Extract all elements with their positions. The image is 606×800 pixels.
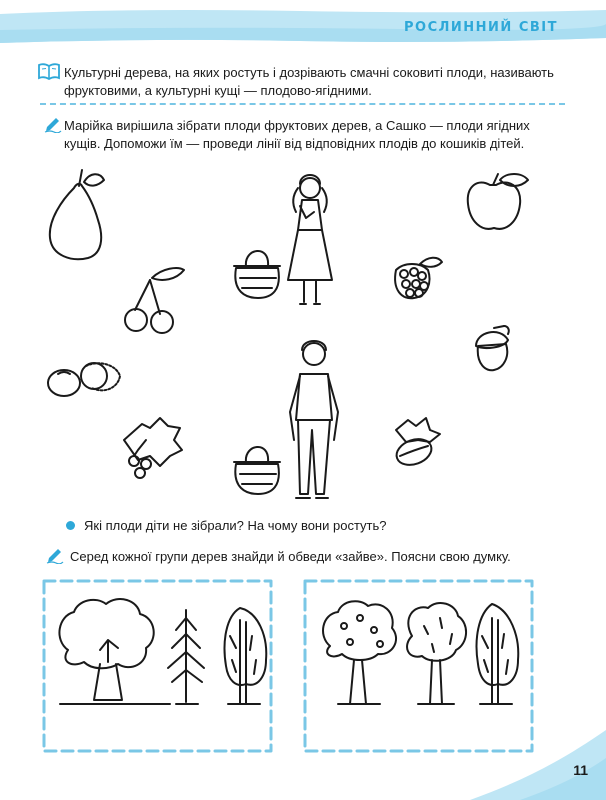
gooseberry-icon — [393, 418, 440, 469]
raspberry-icon — [395, 258, 442, 299]
birch-tree-icon — [225, 608, 267, 704]
acorn-icon — [476, 326, 509, 370]
girl-icon — [288, 175, 332, 304]
oak-tree-icon — [59, 599, 170, 704]
spruce-tree-icon — [168, 610, 204, 704]
intro-text: Культурні дерева, на яких ростуть і дозрівають смачні соковиті плоди, називають фруктовими, а культурні кущі — плодово-ягідними. — [64, 65, 554, 98]
bullet-icon — [66, 521, 75, 530]
currant-icon — [124, 418, 182, 478]
basket-icon — [234, 447, 280, 494]
pencil-icon — [46, 546, 64, 564]
footer-band — [0, 700, 606, 800]
birch-tree-icon — [477, 604, 519, 704]
apple-tree-icon — [323, 601, 396, 704]
pear-icon — [50, 170, 104, 259]
chestnut-icon — [48, 363, 120, 396]
question-text: Які плоди діти не зібрали? На чому вони ростуть? — [84, 518, 387, 533]
apple-icon — [468, 174, 528, 229]
task1-text: Марійка вирішила зібрати плоди фруктових дерев, а Сашко — плоди ягідних кущів. Допоможи їм — проведи лінії від відповідних плодів до кошиків дітей. — [64, 118, 530, 151]
cherry-icon — [125, 268, 184, 333]
basket-icon — [234, 251, 280, 298]
task2-text: Серед кожної групи дерев знайди й обведи «зайве». Поясни свою думку. — [70, 549, 511, 564]
section-title: РОСЛИННИЙ СВІТ — [404, 20, 558, 35]
page-number: 11 — [573, 762, 588, 778]
pear-tree-icon — [407, 603, 466, 704]
boy-icon — [290, 341, 338, 498]
